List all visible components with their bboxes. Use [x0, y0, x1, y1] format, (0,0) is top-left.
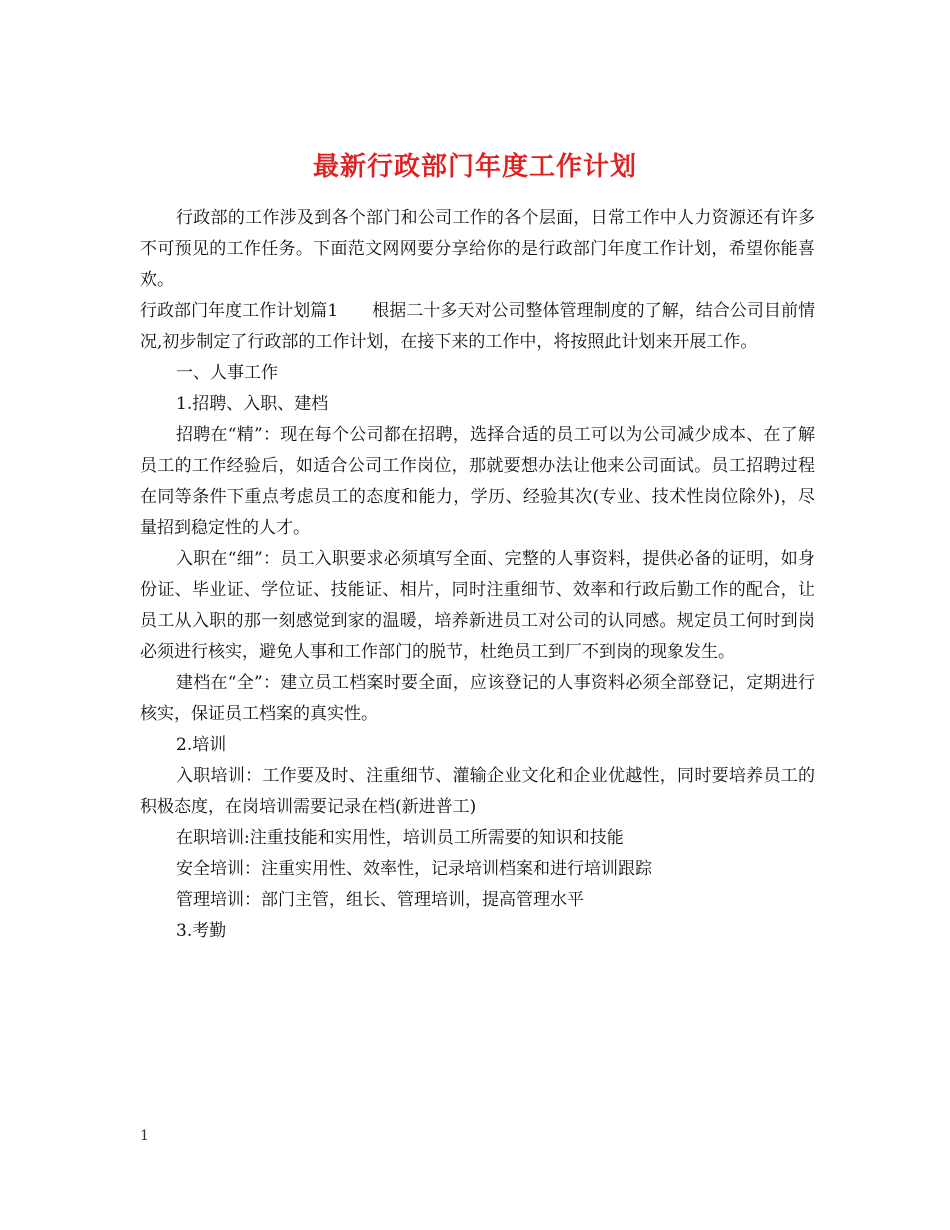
paragraph-recruitment: 招聘在“精”：现在每个公司都在招聘，选择合适的员工可以为公司减少成本、在了解员工的工作经验后，如适合公司工作岗位，那就要想办法让他来公司面试。员工招聘过程在同等条件下重点考虑员工的态度和能力，学历、经验其次(专业、技术性岗位除外)，尽量招到稳定性的人才。 — [140, 425, 815, 538]
section-heading-personnel: 一、人事工作 — [176, 363, 278, 383]
paragraph-onboarding: 入职在“细”：员工入职要求必须填写全面、完整的人事资料，提供必备的证明，如身份证、毕业证、学位证、技能证、相片，同时注重细节、效率和行政后勤工作的配合，让员工从入职的那一刻感觉到家的温暖，培养新进员工对公司的认同感。规定员工何时到岗必须进行核实，避免人事和工作部门的脱节，杜绝员工到厂不到岗的现象发生。 — [140, 549, 815, 662]
paragraph-management-training: 管理培训：部门主管，组长、管理培训，提高管理水平 — [176, 890, 584, 910]
paragraph-onjob-training: 在职培训:注重技能和实用性，培训员工所需要的知识和技能 — [176, 828, 624, 848]
page-number: 1 — [140, 1128, 149, 1144]
paragraph-safety-training: 安全培训：注重实用性、效率性，记录培训档案和进行培训跟踪 — [176, 859, 652, 879]
paragraph-filing: 建档在“全”：建立员工档案时要全面，应该登记的人事资料必须全部登记，定期进行核实，保证员工档案的真实性。 — [140, 673, 815, 724]
subsection-heading-attendance: 3.考勤 — [176, 921, 227, 941]
paragraph-plan-intro: 行政部门年度工作计划篇1 根据二十多天对公司整体管理制度的了解，结合公司目前情况,初步制定了行政部的工作计划，在接下来的工作中，将按照此计划来开展工作。 — [140, 301, 815, 352]
subsection-heading-recruitment: 1.招聘、入职、建档 — [176, 394, 329, 414]
subsection-heading-training: 2.培训 — [176, 735, 227, 755]
document-title: 最新行政部门年度工作计划 — [312, 152, 637, 183]
paragraph-onboarding-training: 入职培训：工作要及时、注重细节、灌输企业文化和企业优越性，同时要培养员工的积极态度，在岗培训需要记录在档(新进普工) — [140, 766, 815, 817]
paragraph-intro: 行政部的工作涉及到各个部门和公司工作的各个层面，日常工作中人力资源还有许多不可预见的工作任务。下面范文网网要分享给你的是行政部门年度工作计划，希望你能喜欢。 — [140, 208, 815, 290]
document-body — [140, 203, 815, 947]
